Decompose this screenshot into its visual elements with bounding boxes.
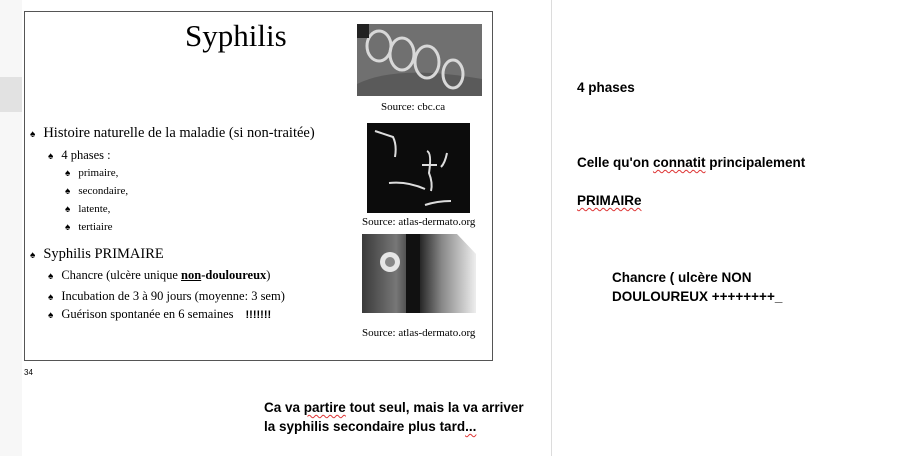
exclamation-marks: !!!!!!! bbox=[245, 309, 272, 321]
note-secondary[interactable] bbox=[264, 398, 524, 436]
misspelled-word[interactable]: ... bbox=[465, 419, 477, 434]
note-text: DOULOUREUX ++++++++_ bbox=[612, 289, 783, 304]
bullet-healing bbox=[48, 307, 271, 322]
phase-item bbox=[65, 167, 118, 179]
bullet-primary-syphilis bbox=[30, 246, 164, 263]
bullet-text: Guérison spontanée en 6 semaines bbox=[61, 307, 234, 321]
misspelled-word[interactable]: partire bbox=[303, 400, 346, 415]
phase-item bbox=[65, 221, 113, 233]
note-main-phase[interactable] bbox=[577, 153, 805, 172]
note-primaire[interactable] bbox=[577, 191, 642, 210]
bullet-text: tertiaire bbox=[78, 221, 113, 233]
slide-title: Syphilis bbox=[185, 18, 287, 53]
phase-item bbox=[65, 185, 128, 197]
chancre-drawing bbox=[362, 234, 476, 313]
note-text: la syphilis secondaire plus tard bbox=[264, 419, 466, 434]
note-text: tout seul, mais la va arriver bbox=[345, 400, 524, 415]
note-text: Chancre ( ulcère NON bbox=[612, 270, 752, 285]
page-divider bbox=[551, 0, 552, 456]
bacteria-microscope-image bbox=[367, 123, 470, 213]
bullet-text: Incubation de 3 à 90 jours (moyenne: 3 sem) bbox=[61, 289, 285, 303]
note-text: Ca va bbox=[264, 400, 304, 415]
thumbnail-pane[interactable] bbox=[0, 0, 22, 456]
image-caption: Source: cbc.ca bbox=[381, 101, 446, 113]
bullet-text: Histoire naturelle de la maladie (si non-traitée) bbox=[43, 125, 315, 141]
image-caption: Source: atlas-dermato.org bbox=[362, 216, 476, 228]
bullet-icon: ♠ bbox=[48, 151, 54, 162]
phase-item bbox=[65, 203, 110, 215]
misspelled-word[interactable]: connatit bbox=[652, 155, 706, 170]
bullet-text: secondaire, bbox=[78, 185, 129, 197]
emphasis-non: non bbox=[181, 268, 202, 282]
bullet-icon: ♠ bbox=[48, 271, 54, 282]
bullet-icon: ♠ bbox=[65, 168, 71, 179]
note-text: Celle qu'on bbox=[577, 155, 653, 170]
bullet-text: Chancre (ulcère unique bbox=[61, 268, 182, 282]
bullet-icon: ♠ bbox=[48, 292, 54, 303]
note-text: principalement bbox=[705, 155, 806, 170]
note-4-phases[interactable]: 4 phases bbox=[577, 80, 635, 95]
bullet-chancre bbox=[48, 268, 270, 283]
bullet-icon: ♠ bbox=[65, 204, 71, 215]
spirochete-image bbox=[357, 24, 482, 96]
bullet-icon: ♠ bbox=[30, 250, 36, 261]
emphasis-douloureux: -douloureux bbox=[201, 268, 267, 282]
misspelled-word[interactable]: PRIMAIRe bbox=[577, 193, 642, 208]
bullet-text: latente, bbox=[78, 203, 111, 215]
bullet-natural-history bbox=[30, 125, 315, 142]
bullet-4-phases bbox=[48, 148, 111, 163]
bullet-incubation bbox=[48, 289, 285, 304]
bullet-icon: ♠ bbox=[65, 186, 71, 197]
bullet-text: primaire, bbox=[78, 167, 119, 179]
chancre-photo bbox=[362, 234, 476, 313]
bullet-icon: ♠ bbox=[30, 129, 36, 140]
image-caption: Source: atlas-dermato.org bbox=[362, 327, 476, 339]
note-chancre[interactable] bbox=[612, 268, 782, 306]
thumbnail-selection[interactable] bbox=[0, 77, 22, 112]
spirochete-drawing bbox=[357, 24, 482, 96]
bullet-icon: ♠ bbox=[65, 222, 71, 233]
page-number: 34 bbox=[24, 368, 33, 377]
bullet-icon: ♠ bbox=[48, 310, 54, 321]
bullet-text: Syphilis PRIMAIRE bbox=[43, 246, 164, 262]
bullet-text: 4 phases : bbox=[61, 148, 111, 162]
bacteria-drawing bbox=[367, 123, 470, 213]
bullet-text: ) bbox=[266, 268, 271, 282]
